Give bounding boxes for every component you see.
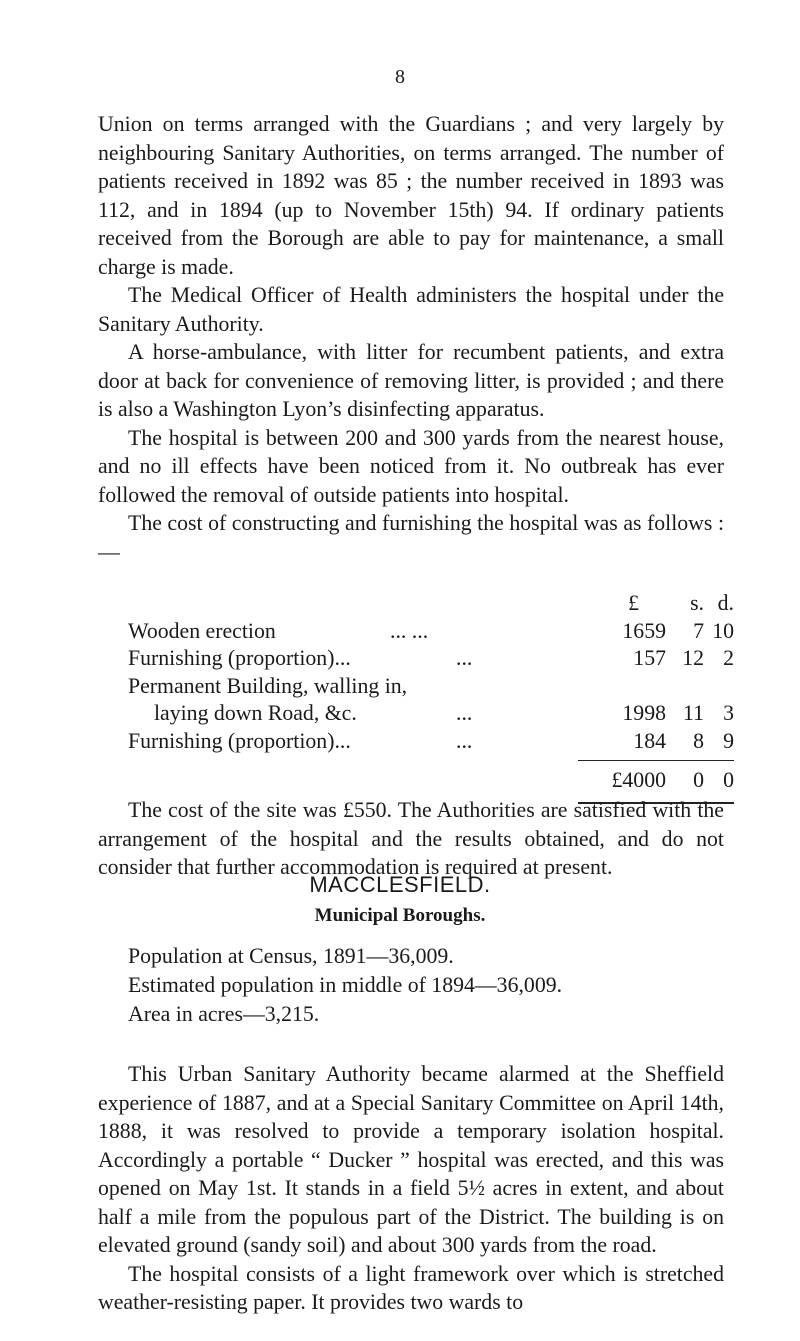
pence-header: d. [717, 591, 734, 615]
leader-dots: ... ... [390, 618, 429, 643]
page-number: 8 [395, 66, 405, 88]
body-text-bottom [98, 1060, 724, 1317]
body-text-top [98, 110, 724, 566]
cost-table-header [128, 590, 734, 618]
paragraph: The cost of constructing and furnishing the hospital was as follows :— [98, 511, 724, 564]
body-text-after-table [98, 796, 724, 882]
leader-dots: ... [456, 728, 473, 753]
cost-shillings: 8 [693, 728, 704, 753]
section-subheading: Municipal Boroughs. [314, 905, 486, 926]
cost-row [128, 673, 734, 701]
statistic-line: Estimated population in middle of 1894—36,009. [128, 973, 563, 997]
cost-pence: 9 [723, 728, 734, 753]
cost-pence: 3 [723, 701, 734, 725]
cost-pence: 10 [712, 618, 734, 643]
cost-shillings: 11 [683, 701, 704, 725]
leader-dots: ... [456, 701, 473, 725]
paragraph: The hospital consists of a light framework over which is stretched weather-resisting paper. It provides two wards to [98, 1261, 724, 1314]
leader-dots: ... [456, 646, 473, 670]
cost-pence: 2 [723, 646, 734, 670]
cost-row [128, 700, 734, 728]
cost-label: Furnishing (proportion)... [128, 646, 351, 670]
shillings-header: s. [690, 591, 704, 615]
cost-pounds: 184 [633, 728, 666, 753]
cost-label: Wooden erection [128, 618, 276, 643]
paragraph: This Urban Sanitary Authority became alarmed at the Sheffield experience of 1887, and at a Special Sanitary Committee on April 14th, 1888, it was resolved to provide a temporary isolation hospital. Accordingly a portable “ Ducker ” hospital was erected, and this was opened on May 1st. It stands in a field 5½ acres in extent, and about half a mile from the populous part of the District. The building is on elevated ground (sandy soil) and about 300 yards from the road. [98, 1062, 724, 1257]
paragraph: The hospital is between 200 and 300 yards from the nearest house, and no ill effects have been noticed from it. No outbreak has ever followed the removal of outside patients into hospital. [98, 425, 724, 507]
section-heading: MACCLESFIELD. [309, 872, 491, 897]
paragraph: The Medical Officer of Health administers the hospital under the Sanitary Authority. [98, 283, 724, 336]
cost-label: laying down Road, &c. [154, 701, 357, 725]
cost-label: Furnishing (proportion)... [128, 728, 351, 753]
cost-table [128, 590, 734, 795]
cost-pounds: 1659 [622, 618, 666, 643]
paragraph: Union on terms arranged with the Guardians ; and very largely by neighbouring Sanitary Authorities, on terms arranged. The number of patients received in 1892 was 85 ; the number received in 1893 was 112, and in 1894 (up to November 15th) 94. If ordinary patients received from the Borough are able to pay for maintenance, a small charge is made. [98, 112, 724, 279]
statistic-line: Area in acres—3,215. [128, 1002, 320, 1026]
cost-row [128, 618, 734, 646]
cost-row [128, 645, 734, 673]
paragraph: The cost of the site was £550. The Authorities are satisfied with the arrangement of the hospital and the results obtained, and do not consider that further accommodation is required at present. [98, 798, 724, 879]
cost-pounds: 1998 [622, 701, 666, 725]
paragraph: A horse-ambulance, with litter for recumbent patients, and extra door at back for convenience of removing litter, is provided ; and there is also a Washington Lyon’s disinfecting apparatus. [98, 340, 724, 421]
cost-row [128, 728, 734, 756]
statistic-line: Population at Census, 1891—36,009. [128, 944, 454, 968]
cost-shillings: 12 [682, 646, 704, 670]
cost-pounds: 157 [633, 646, 666, 670]
total-shillings: 0 [693, 768, 704, 792]
total-pounds: £4000 [611, 768, 666, 792]
subtotal-rule [578, 760, 734, 761]
cost-total-row [128, 767, 734, 795]
cost-label: Permanent Building, walling in, [128, 673, 408, 698]
total-pence: 0 [723, 768, 734, 792]
statistics-list [128, 942, 562, 1029]
pounds-header: £ [628, 591, 639, 615]
cost-shillings: 7 [693, 618, 704, 643]
